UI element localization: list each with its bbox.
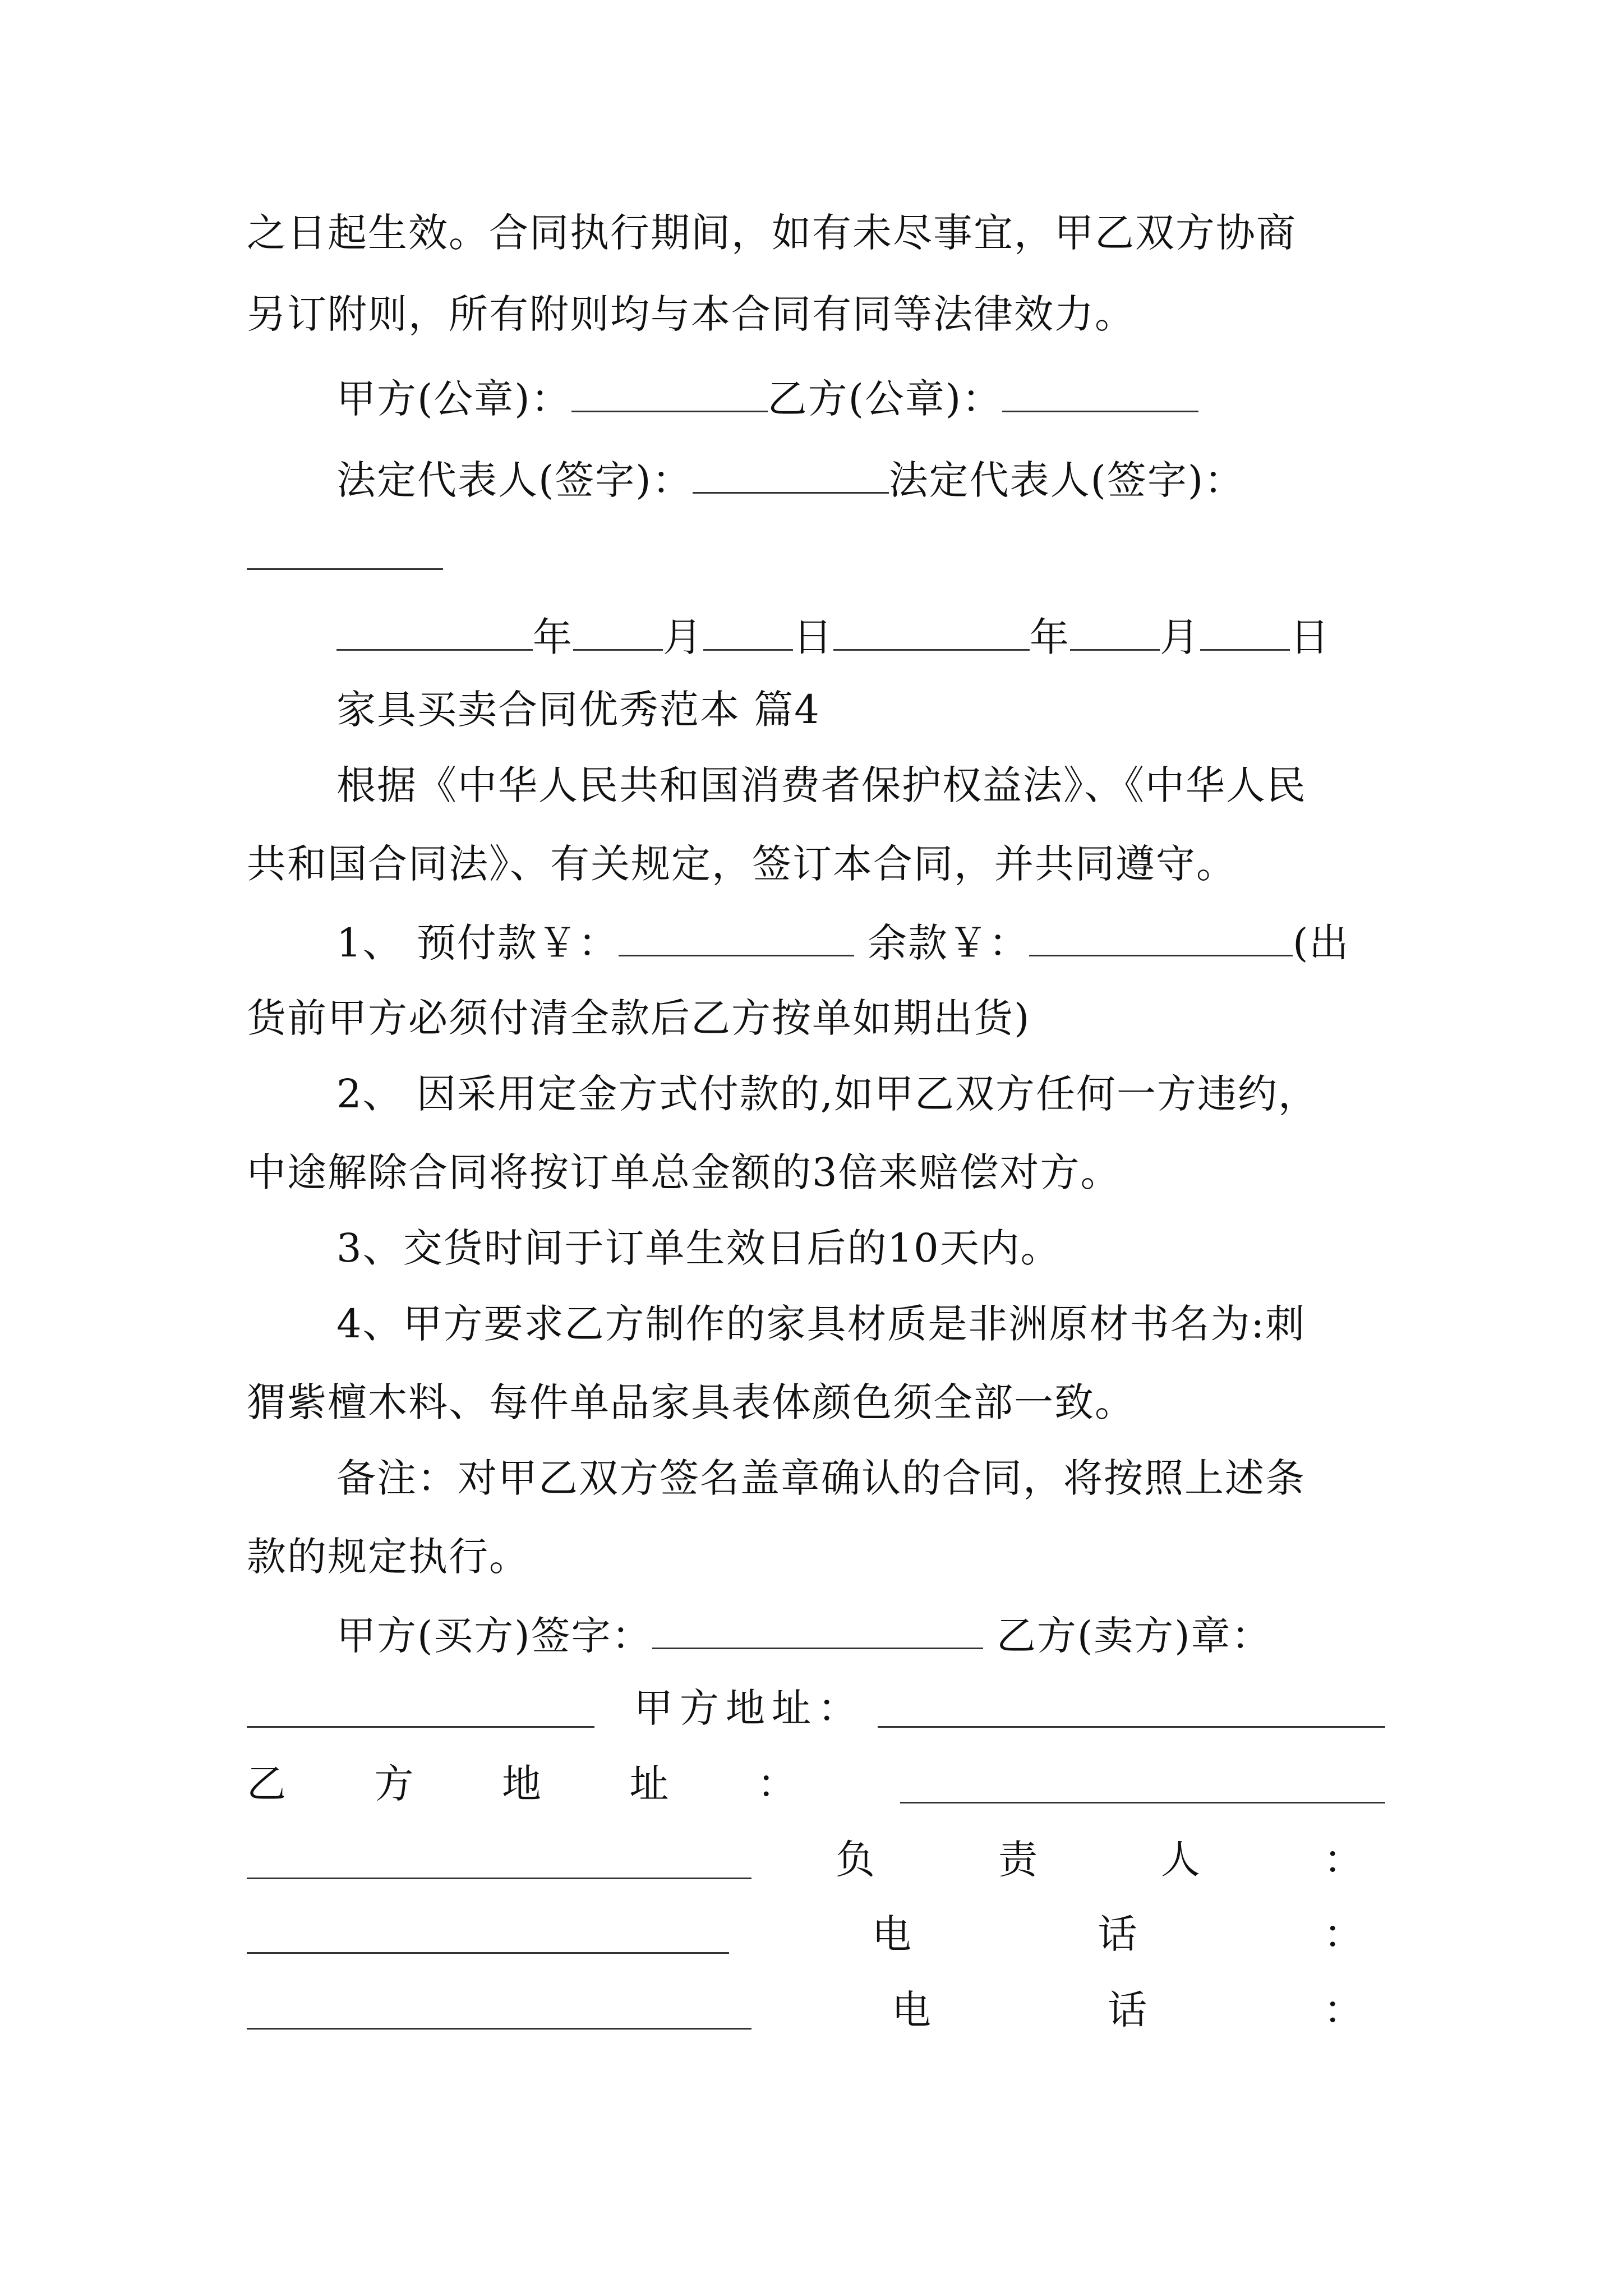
buyer-sign-blank [652,1613,983,1649]
legal-rep-b-label: 法定代表人(签字)： [888,457,1245,503]
balance-label: 余款￥： [868,920,1030,966]
phone-1-blank-before [247,1952,729,1954]
legal-rep-a-blank [693,457,889,494]
text-line-1: 之日起生效。合同执行期间，如有未尽事宜，甲乙双方协商 [247,210,1297,256]
day-label-b: 日 [1290,614,1330,660]
phone-2-label: 电 话 ： [892,1987,1363,2033]
phone-1-label: 电 话 ： [872,1911,1363,1957]
note-line-2: 款的规定执行。 [247,1534,529,1580]
buyer-address-blank [878,1726,1385,1728]
intro-line-2: 共和国合同法》、有关规定，签订本合同，并共同遵守。 [247,841,1237,887]
note-line-1: 备注：对甲乙双方签名盖章确认的合同，将按照上述条 [336,1455,1306,1501]
buyer-sign-label: 甲方(买方)签字： [336,1613,652,1659]
legal-rep-line [336,457,1245,503]
year-label-b: 年 [1030,614,1070,660]
prepayment-blank [619,920,854,956]
month-label-a: 月 [663,614,703,660]
person-in-charge-label: 负 责 人 ： [836,1837,1363,1883]
month-blank-a [573,614,663,651]
day-blank-a [703,614,793,651]
seller-seal-blank [247,1726,594,1728]
seller-seal-label: 乙方(卖方)章： [996,1613,1272,1659]
year-label-a: 年 [533,614,573,660]
section-title: 家具买卖合同优秀范本 篇4 [336,687,820,733]
day-blank-b [1200,614,1290,651]
party-b-seal-label: 乙方(公章)： [767,376,1003,422]
clause-2-line-1: 2、 因采用定金方式付款的,如甲乙双方任何一方违约， [336,1071,1319,1117]
buyer-sign-line [336,1613,1272,1659]
legal-rep-b-blank [247,568,443,570]
clause-2-line-2: 中途解除合同将按订单总金额的3倍来赔偿对方。 [247,1149,1121,1195]
text-line-2: 另订附则，所有附则均与本合同有同等法律效力。 [247,291,1135,337]
clause-4-line-1: 4、甲方要求乙方制作的家具材质是非洲原材书名为:刺 [336,1301,1306,1347]
year-blank-a [336,614,533,651]
day-label-a: 日 [793,614,833,660]
clause-1-line [336,920,1350,966]
party-a-seal-blank [571,376,768,412]
date-line [336,614,1330,660]
buyer-address-label: 甲方地址： [634,1685,864,1731]
prepayment-label: 1、 预付款￥： [336,920,619,966]
seller-address-blank [900,1802,1385,1803]
intro-line-1: 根据《中华人民共和国消费者保护权益法》、《中华人民 [336,762,1307,808]
clause-3-line: 3、交货时间于订单生效日后的10天内。 [336,1225,1061,1271]
person-in-charge-blank-before [247,1878,751,1879]
party-b-seal-blank [1002,376,1198,412]
clause-4-line-2: 猬紫檀木料、每件单品家具表体颜色须全部一致。 [247,1379,1135,1425]
phone-2-blank-before [247,2028,751,2030]
clause-1-cont: 货前甲方必须付清全款后乙方按单如期出货) [247,995,1031,1041]
seller-address-label: 乙 方 地 址 ： [247,1761,796,1807]
party-a-seal-label: 甲方(公章)： [336,376,571,422]
month-blank-b [1070,614,1160,651]
month-label-b: 月 [1160,614,1200,660]
balance-blank [1029,920,1293,956]
legal-rep-a-label: 法定代表人(签字)： [336,457,693,503]
party-a-seal-line [336,376,1198,422]
year-blank-b [833,614,1030,651]
clause-1-tail: (出 [1293,920,1350,966]
